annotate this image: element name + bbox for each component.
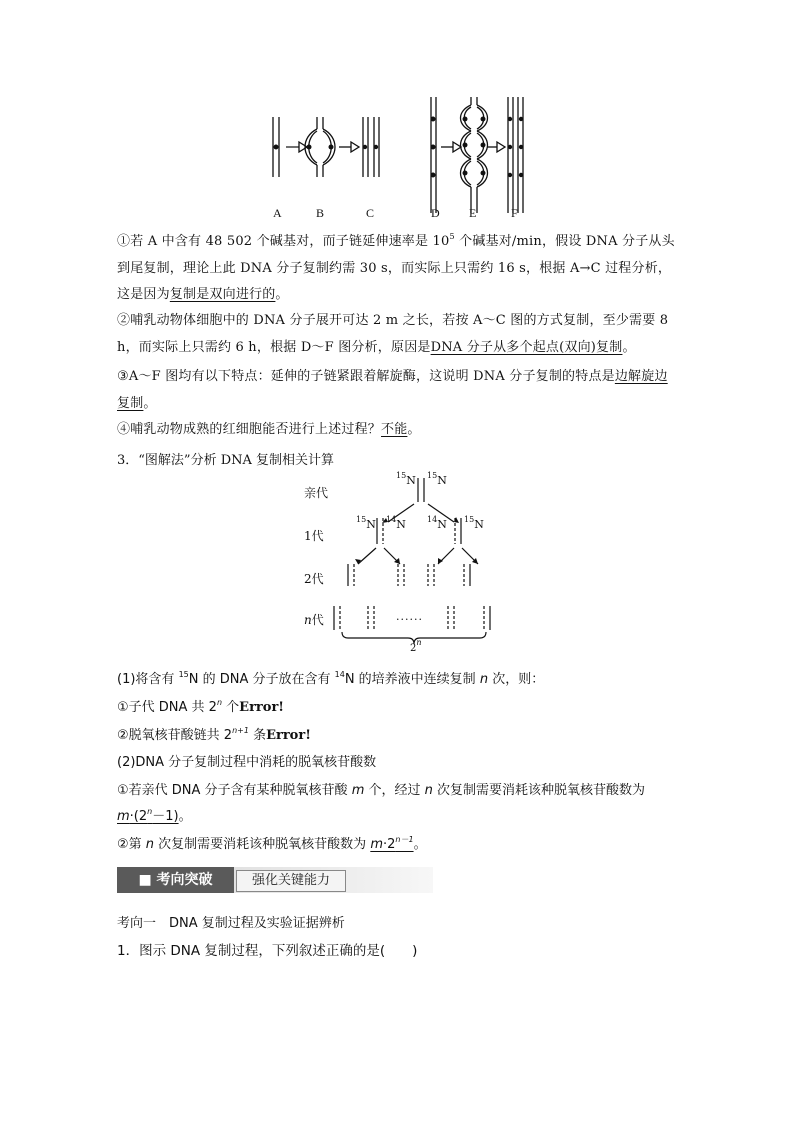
label-a: A	[273, 206, 282, 220]
replication-generations-diagram	[296, 472, 516, 662]
label-f: F	[511, 206, 518, 220]
row-n-label: n代	[304, 613, 324, 627]
brace-label: 2$^n$	[410, 638, 422, 654]
label-c: C	[366, 206, 375, 220]
section-2-item-1-answer: $m\cdot(2^n-1)$。	[117, 807, 192, 824]
gen1-right-b-label: $^{15}$N	[464, 515, 484, 531]
section-2-intro: (2)DNA 分子复制过程中消耗的脱氧核苷酸数	[117, 755, 377, 770]
gen1-left-b-label: $^{14}$N	[386, 515, 406, 531]
row-2-label: 2代	[304, 572, 324, 586]
gen1-left-a-label: $^{15}$N	[356, 515, 376, 531]
answer-bidirectional: 复制是双向进行的	[169, 287, 276, 302]
row-parent-label: 亲代	[304, 486, 329, 500]
parent-left-strand-label: $^{15}$N	[396, 471, 416, 487]
paragraph-4: ④哺乳动物成熟的红细胞能否进行上述过程？不能。	[117, 422, 421, 437]
paragraph-3: ③A～F 图均有以下特点：延伸的子链紧跟着解旋酶，这说明 DNA 分子复制的特点是边解旋边复制。	[117, 369, 668, 411]
answer-unwind-replicate: 边解旋边复制	[117, 369, 668, 411]
gen1-right-a-label: $^{14}$N	[427, 515, 447, 531]
section-2-item-1: ①若亲代 DNA 分子含有某种脱氧核苷酸 m 个，经过 n 次复制需要消耗该种脱氧核苷酸数为	[117, 783, 646, 798]
section-banner	[117, 867, 433, 893]
section-1-item-2: ②脱氧核苷酸链共 $2^{n+1}$ 条Error!	[117, 726, 311, 743]
section-2-item-2: ②第 n 次复制需要消耗该种脱氧核苷酸数为 $m\cdot 2^{n-1}$。	[117, 835, 427, 852]
paragraph-2: ②哺乳动物体细胞中的 DNA 分子展开可达 2 m 之长，若按 A～C 图的方式复制，至少需要 8 h，而实际上只需约 6 h，根据 D～F 图分析，原因是DNA 分子从多个起点(双向)复制。	[117, 313, 669, 355]
question-1: 1．图示 DNA 复制过程，下列叙述正确的是( )	[117, 943, 418, 959]
ellipsis: ......	[396, 610, 423, 623]
topic-heading: 考向一 DNA 复制过程及实验证据辨析	[117, 916, 345, 931]
label-b: B	[316, 206, 325, 220]
label-e: E	[469, 206, 477, 220]
section-1-item-1: ①子代 DNA 共 2$^n$ 个Error!	[117, 698, 285, 715]
parent-right-strand-label: $^{15}$N	[427, 471, 447, 487]
label-d: D	[431, 206, 440, 220]
answer-multiple-origins: DNA 分子从多个起点(双向)复制	[430, 339, 623, 355]
replication-diagram	[265, 95, 535, 225]
row-1-label: 1代	[304, 529, 324, 543]
answer-no: 不能	[381, 422, 408, 437]
banner-subtitle: 强化关键能力	[236, 870, 346, 892]
heading-3: 3．“图解法”分析 DNA 复制相关计算	[117, 453, 335, 468]
section-1-intro: (1)将含有 $^{15}$N 的 DNA 分子放在含有 $^{14}$N 的培养液中连续复制 n 次，则：	[117, 670, 545, 687]
paragraph-1: ①若 A 中含有 48 502 个碱基对，而子链延伸速率是 $10^5$ 个碱基对/min，假设 DNA 分子从头到尾复制，理论上此 DNA 分子复制约需 30 s，而实际上只需约 16 s，根据 A→C 过程分析，这是因为复制是双向进行的。	[117, 232, 675, 302]
banner-title: ■ 考向突破	[117, 867, 234, 893]
